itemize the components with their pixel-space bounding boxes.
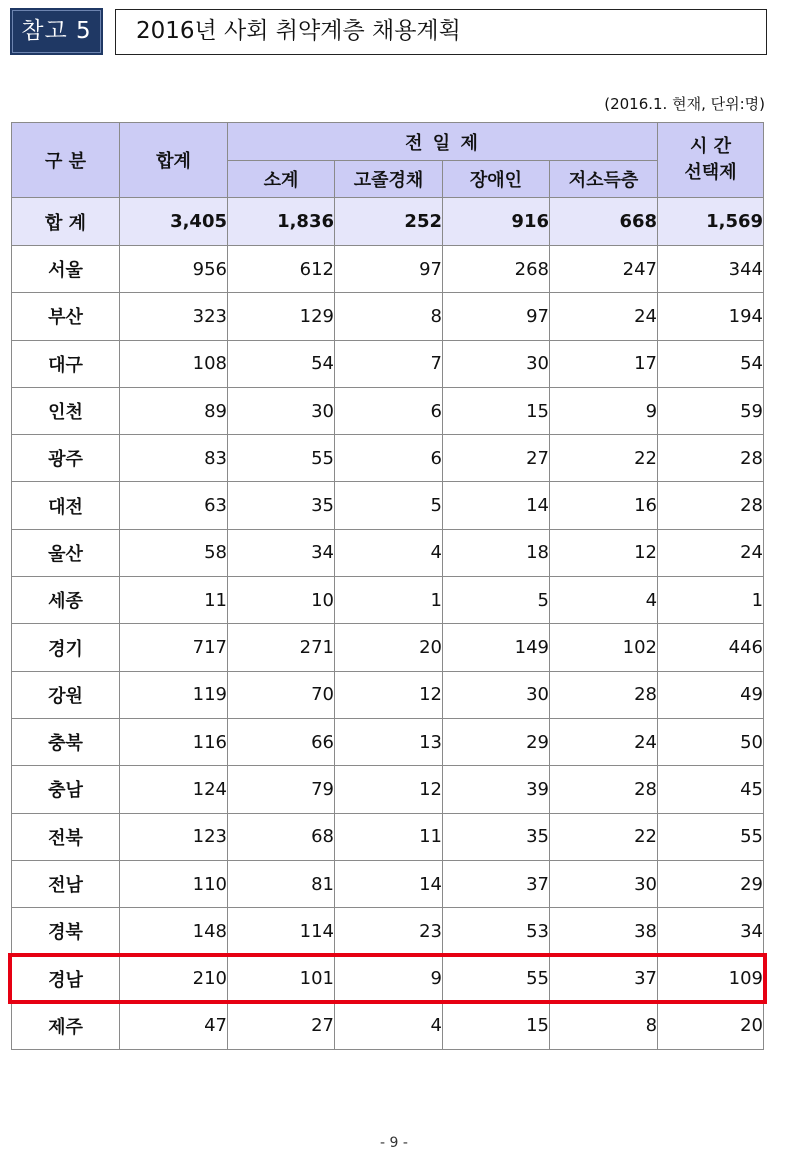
region-cell: 강원: [12, 671, 120, 718]
lowincome-cell: 22: [550, 813, 658, 860]
table-row: [12, 860, 764, 907]
lowincome-cell: 24: [550, 293, 658, 340]
disabled-cell: 15: [443, 1002, 550, 1049]
parttime-cell: 50: [658, 718, 764, 765]
lowincome-cell: 16: [550, 482, 658, 529]
disabled-cell: 37: [443, 860, 550, 907]
table-header: [12, 123, 764, 198]
region-cell: 서울: [12, 246, 120, 293]
parttime-cell: 34: [658, 908, 764, 955]
sum-cell: 110: [120, 860, 228, 907]
header-disabled: 장애인: [443, 161, 550, 198]
parttime-cell: 24: [658, 529, 764, 576]
subtotal-cell: 10: [228, 577, 335, 624]
sum-cell: 116: [120, 718, 228, 765]
lowincome-cell: 8: [550, 1002, 658, 1049]
total-sum-cell: 3,405: [120, 198, 228, 246]
table-row: [12, 908, 764, 955]
lowincome-cell: 9: [550, 387, 658, 434]
total-row: [12, 198, 764, 246]
hiring-plan-table: [11, 122, 764, 1050]
subtotal-cell: 27: [228, 1002, 335, 1049]
lowincome-cell: 4: [550, 577, 658, 624]
sum-cell: 89: [120, 387, 228, 434]
subtotal-cell: 271: [228, 624, 335, 671]
table-row: [12, 624, 764, 671]
lowincome-cell: 30: [550, 860, 658, 907]
parttime-cell: 59: [658, 387, 764, 434]
parttime-cell: 45: [658, 766, 764, 813]
highschool-cell: 11: [335, 813, 443, 860]
table-row: [12, 577, 764, 624]
lowincome-cell: 37: [550, 955, 658, 1002]
region-cell: 전북: [12, 813, 120, 860]
sum-cell: 47: [120, 1002, 228, 1049]
disabled-cell: 30: [443, 671, 550, 718]
total-lowincome-cell: 668: [550, 198, 658, 246]
highschool-cell: 13: [335, 718, 443, 765]
table-row: [12, 482, 764, 529]
sum-cell: 210: [120, 955, 228, 1002]
highschool-cell: 4: [335, 1002, 443, 1049]
unit-note: (2016.1. 현재, 단위:명): [604, 95, 765, 113]
header-fulltime-group: 전 일 제: [228, 123, 658, 161]
header-parttime-line1: 시 간: [689, 136, 732, 157]
disabled-cell: 97: [443, 293, 550, 340]
subtotal-cell: 114: [228, 908, 335, 955]
disabled-cell: 35: [443, 813, 550, 860]
highschool-cell: 9: [335, 955, 443, 1002]
parttime-cell: 446: [658, 624, 764, 671]
subtotal-cell: 30: [228, 387, 335, 434]
subtotal-cell: 612: [228, 246, 335, 293]
header-parttime: [658, 123, 764, 198]
subtotal-cell: 55: [228, 435, 335, 482]
region-cell: 인천: [12, 387, 120, 434]
highschool-cell: 5: [335, 482, 443, 529]
sum-cell: 124: [120, 766, 228, 813]
table-row: [12, 718, 764, 765]
highschool-cell: 7: [335, 340, 443, 387]
disabled-cell: 5: [443, 577, 550, 624]
subtotal-cell: 79: [228, 766, 335, 813]
region-cell: 제주: [12, 1002, 120, 1049]
subtotal-cell: 54: [228, 340, 335, 387]
highschool-cell: 23: [335, 908, 443, 955]
table-row: [12, 671, 764, 718]
disabled-cell: 149: [443, 624, 550, 671]
lowincome-cell: 102: [550, 624, 658, 671]
total-parttime-cell: 1,569: [658, 198, 764, 246]
region-cell: 광주: [12, 435, 120, 482]
lowincome-cell: 28: [550, 671, 658, 718]
subtotal-cell: 34: [228, 529, 335, 576]
region-cell: 경남: [12, 955, 120, 1002]
highschool-cell: 6: [335, 387, 443, 434]
table-row: [12, 813, 764, 860]
sum-cell: 956: [120, 246, 228, 293]
region-cell: 충남: [12, 766, 120, 813]
total-label: 합 계: [12, 198, 120, 246]
table-row: [12, 340, 764, 387]
table-body: [12, 198, 764, 1050]
sum-cell: 323: [120, 293, 228, 340]
disabled-cell: 268: [443, 246, 550, 293]
parttime-cell: 344: [658, 246, 764, 293]
table-row: [12, 435, 764, 482]
header-lowincome: 저소득층: [550, 161, 658, 198]
disabled-cell: 39: [443, 766, 550, 813]
reference-badge: 참고 5: [10, 8, 103, 55]
highschool-cell: 97: [335, 246, 443, 293]
parttime-cell: 49: [658, 671, 764, 718]
total-subtotal-cell: 1,836: [228, 198, 335, 246]
table-row: [12, 246, 764, 293]
total-highschool-cell: 252: [335, 198, 443, 246]
sum-cell: 58: [120, 529, 228, 576]
lowincome-cell: 247: [550, 246, 658, 293]
header-total: 합계: [120, 123, 228, 198]
disabled-cell: 14: [443, 482, 550, 529]
region-cell: 충북: [12, 718, 120, 765]
region-cell: 경기: [12, 624, 120, 671]
table-row: [12, 529, 764, 576]
table-row: [12, 293, 764, 340]
lowincome-cell: 38: [550, 908, 658, 955]
region-cell: 대전: [12, 482, 120, 529]
lowincome-cell: 22: [550, 435, 658, 482]
region-cell: 부산: [12, 293, 120, 340]
header-parttime-line2: 선택제: [684, 162, 737, 183]
subtotal-cell: 101: [228, 955, 335, 1002]
lowincome-cell: 17: [550, 340, 658, 387]
highschool-cell: 6: [335, 435, 443, 482]
parttime-cell: 194: [658, 293, 764, 340]
header-row: [12, 123, 764, 161]
total-disabled-cell: 916: [443, 198, 550, 246]
sum-cell: 119: [120, 671, 228, 718]
subtotal-cell: 81: [228, 860, 335, 907]
parttime-cell: 109: [658, 955, 764, 1002]
lowincome-cell: 28: [550, 766, 658, 813]
header-subtotal: 소계: [228, 161, 335, 198]
disabled-cell: 53: [443, 908, 550, 955]
disabled-cell: 27: [443, 435, 550, 482]
parttime-cell: 54: [658, 340, 764, 387]
region-cell: 대구: [12, 340, 120, 387]
page-number: - 9 -: [380, 1135, 408, 1151]
disabled-cell: 15: [443, 387, 550, 434]
subtotal-cell: 70: [228, 671, 335, 718]
sum-cell: 63: [120, 482, 228, 529]
parttime-cell: 29: [658, 860, 764, 907]
highschool-cell: 20: [335, 624, 443, 671]
subtotal-cell: 66: [228, 718, 335, 765]
table-row: [12, 387, 764, 434]
sum-cell: 123: [120, 813, 228, 860]
region-cell: 울산: [12, 529, 120, 576]
highschool-cell: 1: [335, 577, 443, 624]
sum-cell: 717: [120, 624, 228, 671]
disabled-cell: 29: [443, 718, 550, 765]
sum-cell: 108: [120, 340, 228, 387]
sum-cell: 83: [120, 435, 228, 482]
subtotal-cell: 129: [228, 293, 335, 340]
parttime-cell: 1: [658, 577, 764, 624]
sum-cell: 148: [120, 908, 228, 955]
lowincome-cell: 24: [550, 718, 658, 765]
region-cell: 세종: [12, 577, 120, 624]
parttime-cell: 28: [658, 482, 764, 529]
sum-cell: 11: [120, 577, 228, 624]
highschool-cell: 12: [335, 671, 443, 718]
subtotal-cell: 35: [228, 482, 335, 529]
parttime-cell: 28: [658, 435, 764, 482]
table-row: [12, 955, 764, 1002]
disabled-cell: 55: [443, 955, 550, 1002]
highschool-cell: 12: [335, 766, 443, 813]
lowincome-cell: 12: [550, 529, 658, 576]
region-cell: 경북: [12, 908, 120, 955]
table-row: [12, 1002, 764, 1049]
header-category: 구 분: [12, 123, 120, 198]
parttime-cell: 55: [658, 813, 764, 860]
subtotal-cell: 68: [228, 813, 335, 860]
parttime-cell: 20: [658, 1002, 764, 1049]
header-highschool: 고졸경채: [335, 161, 443, 198]
highschool-cell: 14: [335, 860, 443, 907]
disabled-cell: 18: [443, 529, 550, 576]
table-row: [12, 766, 764, 813]
highschool-cell: 8: [335, 293, 443, 340]
highschool-cell: 4: [335, 529, 443, 576]
region-cell: 전남: [12, 860, 120, 907]
disabled-cell: 30: [443, 340, 550, 387]
page-title: 2016년 사회 취약계층 채용계획: [115, 9, 767, 55]
